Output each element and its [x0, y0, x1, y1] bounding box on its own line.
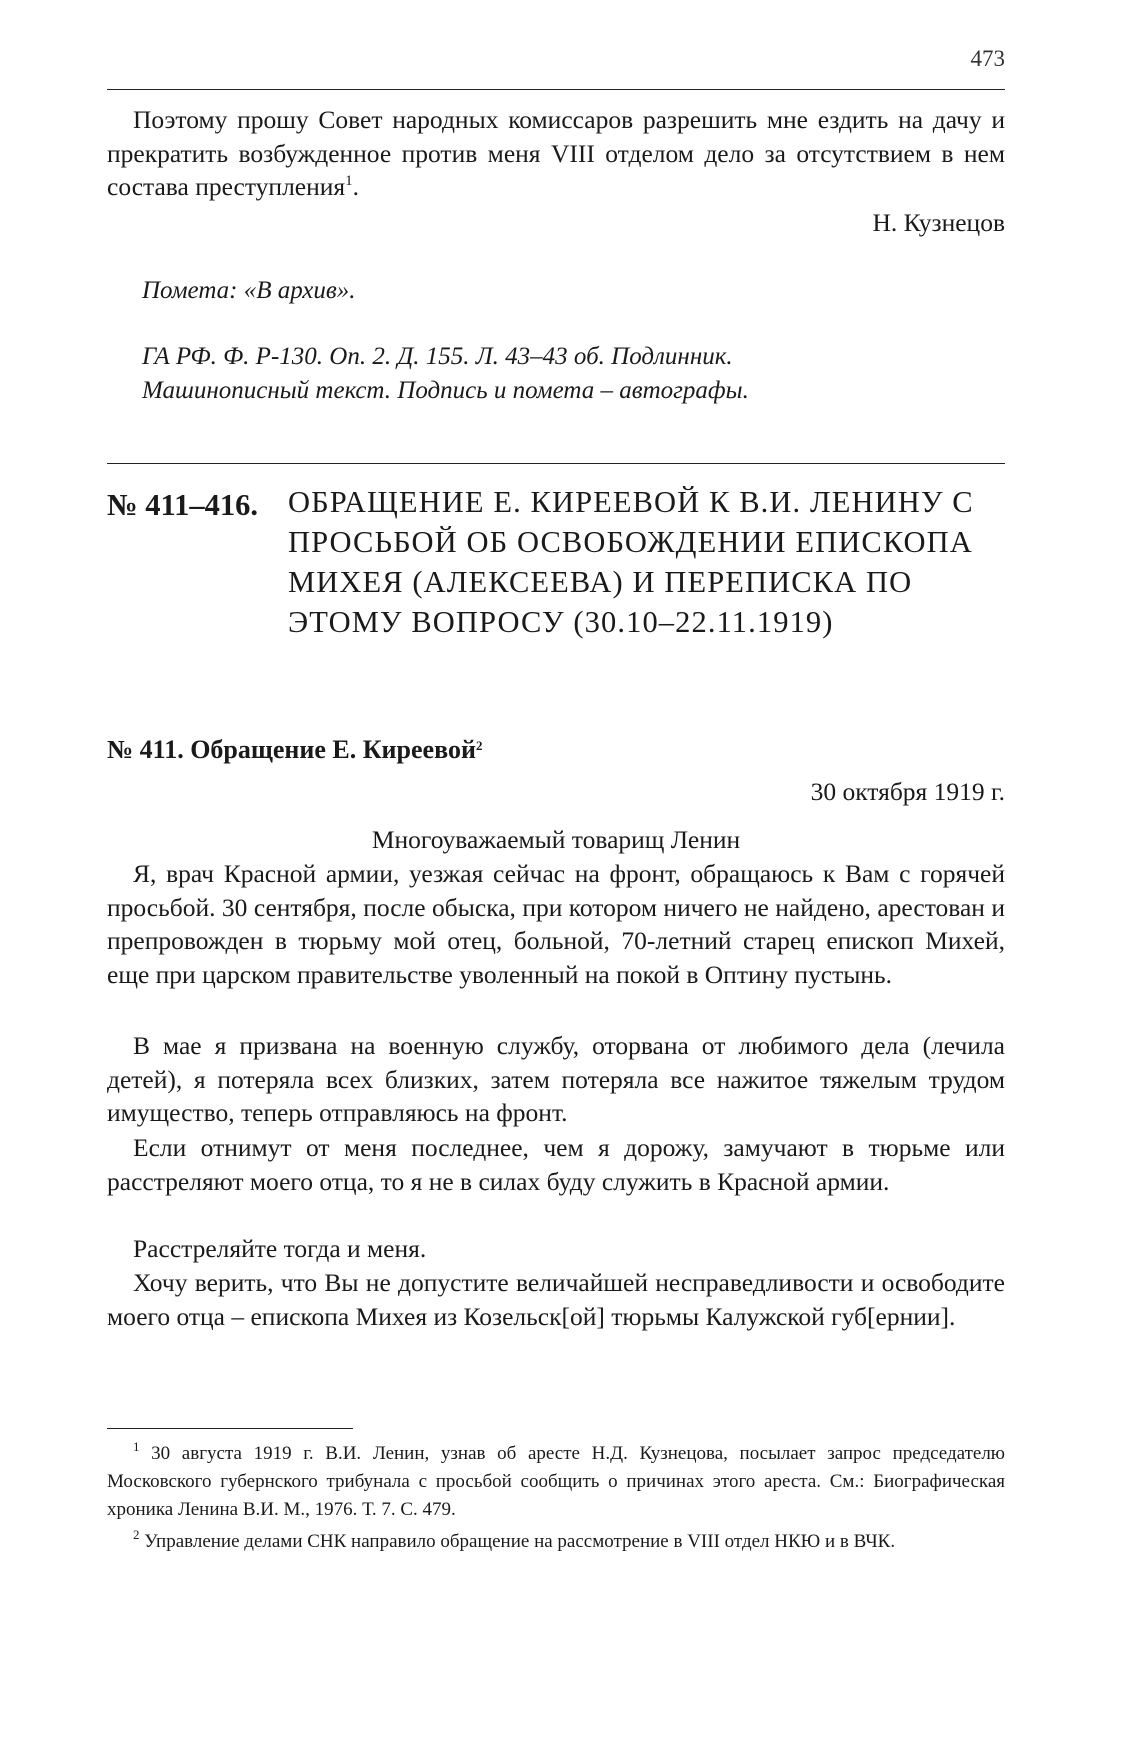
- section-rule: [107, 463, 1005, 464]
- body-paragraph-5: Хочу верить, что Вы не допустите величайшей несправедливости и освободите моего отца – епископа Михея из Козельск[ой] тюрьмы Калужской губ[ернии].: [107, 1268, 1005, 1331]
- header-rule: [107, 89, 1005, 90]
- footnote-mark-2: 2: [133, 1527, 140, 1542]
- page-number: 473: [970, 46, 1005, 71]
- footnote-ref-1: 1: [345, 173, 353, 189]
- closing-text: Поэтому прошу Совет народных комиссаров разрешить мне ездить на дачу и прекратить возбужденное против меня VIII отделом дело за отсутствием в нем состава преступления: [107, 105, 1005, 201]
- footnote-text-1: 30 августа 1919 г. В.И. Ленин, узнав об аресте Н.Д. Кузнецова, посылает запрос председателю Московского губернского трибунала с просьбой сообщить о причинах этого ареста. См.: Биографическая хроника Ленина В.И. М., 1976. Т. 7. С. 479.: [107, 1443, 1005, 1520]
- document-date: 30 октября 1919 г.: [810, 777, 1005, 806]
- body-paragraph-1: Я, врач Красной армии, уезжая сейчас на фронт, обращаюсь к Вам с горячей просьбой. 30 сентября, после обыска, при котором ничего не найдено, арестован и препровожден в тюрьму мой отец, больной, 70-летний старец епископ Михей, еще при царском правительстве уволенный на покой в Оптину пустынь.: [107, 859, 1005, 989]
- body-paragraph-2: В мае я призвана на военную службу, оторвана от любимого дела (лечила детей), я потеряла всех близких, затем потеряла все нажитое тяжелым трудом имущество, теперь отправляюсь на фронт.: [107, 1031, 1005, 1127]
- archive-citation-2: Машинописный текст. Подпись и помета – автографы.: [142, 377, 749, 404]
- archive-citation-1: ГА РФ. Ф. Р-130. Оп. 2. Д. 155. Л. 43–43 об. Подлинник.: [142, 343, 733, 370]
- footnote-text-2: Управление делами СНК направило обращение на рассмотрение в VIII отдел НКЮ и в ВЧК.: [144, 1531, 896, 1552]
- body-paragraph-3: Если отнимут от меня последнее, чем я дорожу, замучают в тюрьме или расстреляют моего отца, то я не в силах буду служить в Красной армии.: [107, 1133, 1005, 1196]
- signature: Н. Кузнецов: [872, 208, 1005, 237]
- section-title: ОБРАЩЕНИЕ Е. КИРЕЕВОЙ К В.И. ЛЕНИНУ С ПРОСЬБОЙ ОБ ОСВОБОЖДЕНИИ ЕПИСКОПА МИХЕЯ (АЛЕКСЕЕВА) И ПЕРЕПИСКА ПО ЭТОМУ ВОПРОСУ (30.10–22.11.1919): [288, 485, 974, 639]
- section-number: № 411–416.: [107, 488, 258, 522]
- closing-period: .: [352, 172, 360, 201]
- document-heading: [107, 733, 482, 767]
- footnote-rule: [107, 1428, 353, 1429]
- body-paragraph-4: Расстреляйте тогда и меня.: [133, 1234, 427, 1263]
- footnote-1: [107, 1440, 1005, 1524]
- footnote-ref-2: 2: [475, 738, 483, 753]
- closing-paragraph: [107, 103, 1005, 204]
- footnote-2: [107, 1528, 1005, 1556]
- archive-note: Помета: «В архив».: [142, 277, 356, 304]
- salutation: Многоуважаемый товарищ Ленин: [371, 825, 741, 854]
- footnote-mark-1: 1: [133, 1439, 140, 1454]
- document-heading-text: № 411. Обращение Е. Киреевой: [107, 735, 476, 764]
